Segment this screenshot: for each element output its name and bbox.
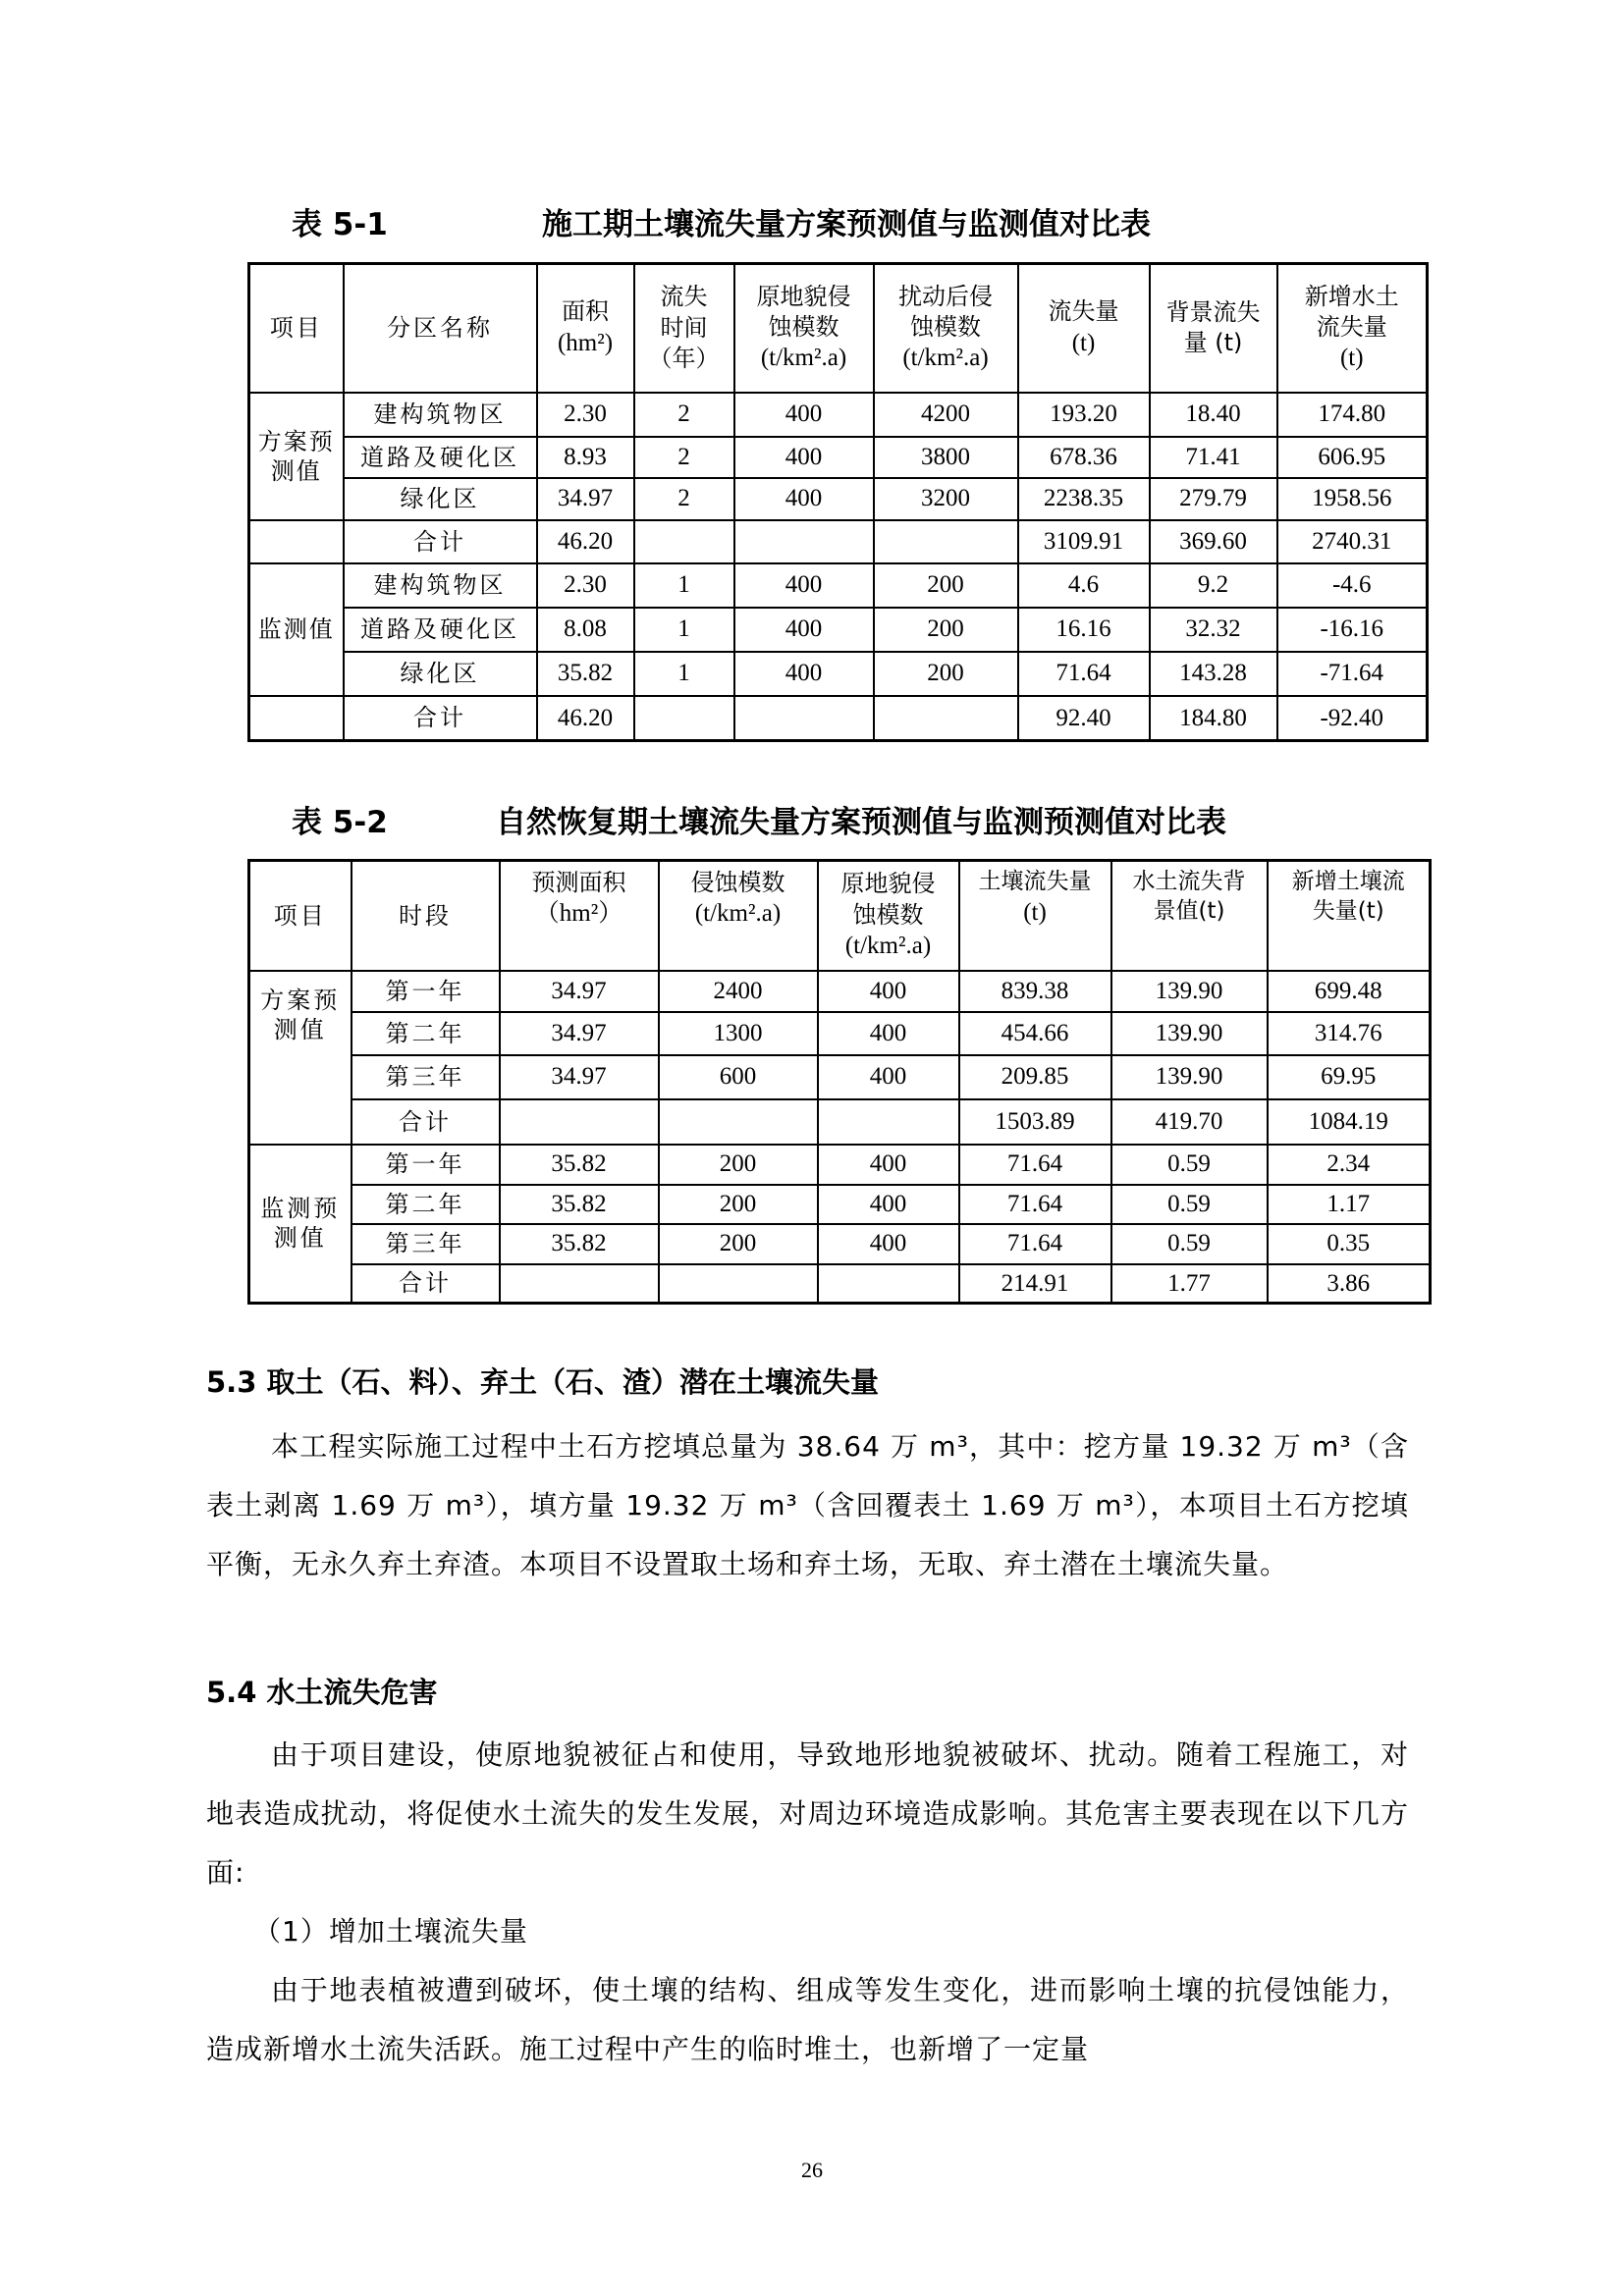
value-cell: 4.6 (1018, 563, 1150, 608)
value-cell: 678.36 (1018, 437, 1150, 478)
value-cell: 2.30 (537, 393, 634, 437)
value-cell (874, 520, 1018, 563)
table-row (249, 1055, 1431, 1099)
table-row (249, 563, 1428, 608)
value-cell: 200 (659, 1145, 818, 1185)
header-text-background: 背景流失量 (t) (1165, 298, 1261, 357)
value-cell: 699.48 (1268, 971, 1431, 1012)
header-unit: (t/km².a) (760, 345, 847, 372)
value-cell (634, 520, 734, 563)
zone-cell: 绿化区 (344, 652, 537, 696)
header-unit: (t/km².a) (902, 345, 989, 372)
value-cell: 4200 (874, 393, 1018, 437)
value-cell: 2.30 (537, 563, 634, 608)
table1-header-dist-erosion (874, 264, 1018, 393)
value-cell: 16.16 (1018, 608, 1150, 652)
group-label-line: 测值 (273, 1015, 327, 1043)
value-cell: 35.82 (500, 1224, 659, 1264)
table2-header-background (1111, 861, 1268, 971)
value-cell: 0.35 (1268, 1224, 1431, 1264)
table1-header-loss (1018, 264, 1150, 393)
header-line: 预测面积 (531, 869, 626, 896)
table2-header-orig-erosion (818, 861, 959, 971)
table1-body (249, 393, 1428, 741)
value-cell: 3.86 (1268, 1264, 1431, 1304)
value-cell: 400 (734, 437, 874, 478)
value-cell: 1 (634, 608, 734, 652)
value-cell: 34.97 (500, 1012, 659, 1055)
table-row (249, 1145, 1431, 1185)
table2-header-erosion (659, 861, 818, 971)
value-cell: 34.97 (500, 1055, 659, 1099)
value-cell: 8.93 (537, 437, 634, 478)
group-label-line: 测值 (273, 1224, 327, 1253)
table-row (249, 1012, 1431, 1055)
value-cell: 139.90 (1111, 1012, 1268, 1055)
value-cell: 32.32 (1150, 608, 1277, 652)
value-cell: 139.90 (1111, 971, 1268, 1012)
header-unit: (t) (1339, 345, 1364, 372)
table-row (249, 393, 1428, 437)
value-cell: 1300 (659, 1012, 818, 1055)
value-cell: 2400 (659, 971, 818, 1012)
value-cell: 69.95 (1268, 1055, 1431, 1099)
header-text-dist-erosion: 扰动后侵蚀模数 (898, 282, 993, 341)
value-cell: -16.16 (1277, 608, 1428, 652)
value-cell: -4.6 (1277, 563, 1428, 608)
table2-body (249, 971, 1431, 1304)
value-cell: 200 (874, 563, 1018, 608)
value-cell: 214.91 (959, 1264, 1111, 1304)
table2-header-item: 项目 (249, 861, 352, 971)
table-row (249, 971, 1431, 1012)
table1-header-row (249, 264, 1428, 393)
value-cell: 174.80 (1277, 393, 1428, 437)
value-cell: 400 (734, 652, 874, 696)
value-cell: 1.77 (1111, 1264, 1268, 1304)
table2-label: 表 5-2 (292, 805, 388, 840)
value-cell: 9.2 (1150, 563, 1277, 608)
table-row (249, 1099, 1431, 1145)
header-line: 面积 (562, 297, 609, 326)
table1-label: 表 5-1 (292, 207, 388, 242)
table1-title: 施工期土壤流失量方案预测值与监测值对比表 (542, 207, 1151, 242)
value-cell: 193.20 (1018, 393, 1150, 437)
group-label: 监测值 (249, 563, 344, 696)
value-cell: 400 (818, 971, 959, 1012)
zone-cell: 道路及硬化区 (344, 437, 537, 478)
section-5-4-item-1-paragraph: 由于地表植被遭到破坏，使土壤的结构、组成等发生变化，进而影响土壤的抗侵蚀能力，造成新增水土流失活跃。施工过程中产生的临时堆土，也新增了一定量 (206, 1974, 1409, 2065)
period-cell: 第三年 (352, 1224, 500, 1264)
header-unit: (t/km².a) (844, 932, 932, 959)
value-cell: 279.79 (1150, 478, 1277, 520)
table1-header-background (1150, 264, 1277, 393)
table-row (249, 437, 1428, 478)
value-cell: 1 (634, 652, 734, 696)
table-5-1 (247, 262, 1429, 742)
value-cell: 454.66 (959, 1012, 1111, 1055)
section-5-4-paragraph: 由于项目建设，使原地貌被征占和使用，导致地形地貌被破坏、扰动。随着工程施工，对地表造成扰动，将促使水土流失的发生发展，对周边环境造成影响。其危害主要表现在以下几方面: (206, 1738, 1409, 1889)
zone-cell: 合计 (344, 520, 537, 563)
table2-header-area (500, 861, 659, 971)
header-line: 水土流失背 (1132, 869, 1246, 894)
table1-header-orig-erosion (734, 264, 874, 393)
value-cell: 71.64 (1018, 652, 1150, 696)
value-cell: 35.82 (500, 1145, 659, 1185)
group-label (249, 971, 352, 1145)
group-label-line: 方案预 (260, 986, 341, 1014)
value-cell (659, 1264, 818, 1304)
table2-header-new-loss (1268, 861, 1431, 971)
zone-cell: 建构筑物区 (344, 563, 537, 608)
header-line: 蚀模数 (852, 900, 924, 929)
header-line: 侵蚀模数 (690, 869, 785, 896)
header-unit: (t) (1071, 329, 1096, 356)
table2-title: 自然恢复期土壤流失量方案预测值与监测预测值对比表 (496, 805, 1226, 840)
table-row (249, 1224, 1431, 1264)
value-cell: 8.08 (537, 608, 634, 652)
value-cell: 71.64 (959, 1224, 1111, 1264)
value-cell (634, 696, 734, 741)
value-cell: 184.80 (1150, 696, 1277, 741)
value-cell: 18.40 (1150, 393, 1277, 437)
zone-cell: 合计 (344, 696, 537, 741)
table-row (249, 1185, 1431, 1224)
header-line: 原地貌侵 (840, 870, 936, 898)
value-cell: 839.38 (959, 971, 1111, 1012)
header-line: 失量(t) (1312, 897, 1384, 924)
table1-header-area (537, 264, 634, 393)
value-cell: 0.59 (1111, 1145, 1268, 1185)
value-cell: 606.95 (1277, 437, 1428, 478)
header-line: 流失量 (1048, 297, 1119, 326)
value-cell: 200 (874, 652, 1018, 696)
header-line: 新增土壤流 (1291, 869, 1405, 894)
value-cell: 2.34 (1268, 1145, 1431, 1185)
value-cell (500, 1099, 659, 1145)
value-cell (818, 1099, 959, 1145)
period-cell: 第一年 (352, 971, 500, 1012)
zone-cell: 建构筑物区 (344, 393, 537, 437)
period-cell: 合计 (352, 1264, 500, 1304)
value-cell: 143.28 (1150, 652, 1277, 696)
value-cell: 34.97 (500, 971, 659, 1012)
value-cell: 400 (734, 393, 874, 437)
value-cell: 46.20 (537, 520, 634, 563)
header-text-new-loss: 新增水土流失量 (1304, 282, 1399, 341)
value-cell: 3200 (874, 478, 1018, 520)
value-cell: 35.82 (500, 1185, 659, 1224)
value-cell: 314.76 (1268, 1012, 1431, 1055)
period-cell: 第一年 (352, 1145, 500, 1185)
value-cell: 209.85 (959, 1055, 1111, 1099)
value-cell: 400 (818, 1224, 959, 1264)
table2-header-period: 时段 (352, 861, 500, 971)
value-cell: 600 (659, 1055, 818, 1099)
value-cell: 71.41 (1150, 437, 1277, 478)
value-cell: 400 (818, 1185, 959, 1224)
value-cell: 400 (734, 478, 874, 520)
value-cell: 400 (818, 1012, 959, 1055)
group-label: 方案预测值 (249, 393, 344, 520)
table-5-2 (247, 859, 1432, 1305)
value-cell: 2 (634, 393, 734, 437)
table-row (249, 520, 1428, 563)
value-cell: 35.82 (537, 652, 634, 696)
value-cell: 400 (734, 563, 874, 608)
value-cell: 200 (659, 1185, 818, 1224)
page-number: 26 (801, 2158, 823, 2182)
value-cell: 2 (634, 478, 734, 520)
section-5-4-heading: 5.4 水土流失危害 (206, 1676, 438, 1709)
header-line: 土壤流失量 (978, 869, 1092, 894)
value-cell: 71.64 (959, 1145, 1111, 1185)
value-cell: 1.17 (1268, 1185, 1431, 1224)
header-text-time: 流失时间 (660, 283, 708, 342)
table-row (249, 652, 1428, 696)
section-5-3-heading: 5.3 取土（石、料）、弃土（石、渣）潜在土壤流失量 (206, 1365, 879, 1399)
table-row (249, 1264, 1431, 1304)
value-cell: 1084.19 (1268, 1099, 1431, 1145)
value-cell: 200 (659, 1224, 818, 1264)
table-row (249, 478, 1428, 520)
value-cell: -92.40 (1277, 696, 1428, 741)
value-cell: 2740.31 (1277, 520, 1428, 563)
value-cell: 3800 (874, 437, 1018, 478)
value-cell: 46.20 (537, 696, 634, 741)
value-cell: 400 (818, 1055, 959, 1099)
value-cell (734, 696, 874, 741)
value-cell (659, 1099, 818, 1145)
value-cell: 200 (874, 608, 1018, 652)
value-cell: 1 (634, 563, 734, 608)
header-unit: (t/km².a) (694, 900, 782, 928)
table1-header-time (634, 264, 734, 393)
value-cell: 0.59 (1111, 1185, 1268, 1224)
value-cell: 2238.35 (1018, 478, 1150, 520)
value-cell: 400 (734, 608, 874, 652)
value-cell: 92.40 (1018, 696, 1150, 741)
value-cell: 71.64 (959, 1185, 1111, 1224)
value-cell: 419.70 (1111, 1099, 1268, 1145)
value-cell: 2 (634, 437, 734, 478)
value-cell: 34.97 (537, 478, 634, 520)
header-unit: (hm²) (557, 329, 614, 356)
header-unit: (t) (1023, 898, 1047, 926)
section-5-4-item-1: （1）增加土壤流失量 (253, 1915, 528, 1948)
value-cell (734, 520, 874, 563)
period-cell: 第三年 (352, 1055, 500, 1099)
header-line: 景值(t) (1153, 897, 1225, 924)
value-cell (874, 696, 1018, 741)
value-cell: -71.64 (1277, 652, 1428, 696)
value-cell (500, 1264, 659, 1304)
group-label-line: 监测预 (260, 1195, 341, 1223)
value-cell (818, 1264, 959, 1304)
zone-cell: 道路及硬化区 (344, 608, 537, 652)
period-cell: 合计 (352, 1099, 500, 1145)
value-cell: 400 (818, 1145, 959, 1185)
header-line: （年） (648, 344, 720, 372)
table2-header-row (249, 861, 1431, 971)
zone-cell: 绿化区 (344, 478, 537, 520)
value-cell: 1503.89 (959, 1099, 1111, 1145)
table1-header-zone: 分区名称 (344, 264, 537, 393)
header-text-orig-erosion: 原地貌侵蚀模数 (756, 282, 851, 341)
value-cell: 0.59 (1111, 1224, 1268, 1264)
value-cell: 369.60 (1150, 520, 1277, 563)
value-cell: 3109.91 (1018, 520, 1150, 563)
table2-header-loss (959, 861, 1111, 971)
header-unit: （hm²） (534, 900, 623, 928)
group-label (249, 1145, 352, 1304)
period-cell: 第二年 (352, 1185, 500, 1224)
table-row (249, 696, 1428, 741)
value-cell: 139.90 (1111, 1055, 1268, 1099)
value-cell: 1958.56 (1277, 478, 1428, 520)
period-cell: 第二年 (352, 1012, 500, 1055)
table1-header-new-loss (1277, 264, 1428, 393)
group-label-cont (249, 696, 344, 741)
section-5-3-paragraph: 本工程实际施工过程中土石方挖填总量为 38.64 万 m³，其中：挖方量 19.32 万 m³（含表土剥离 1.69 万 m³），填方量 19.32 万 m³（含回覆表土 1.69 万 m³），本项目土石方挖填平衡，无永久弃土弃渣。本项目不设置取土场和弃土场，无取、弃土潜在土壤流失量。 (206, 1430, 1409, 1580)
table1-header-item: 项目 (249, 264, 344, 393)
group-label-cont (249, 520, 344, 563)
table-row (249, 608, 1428, 652)
